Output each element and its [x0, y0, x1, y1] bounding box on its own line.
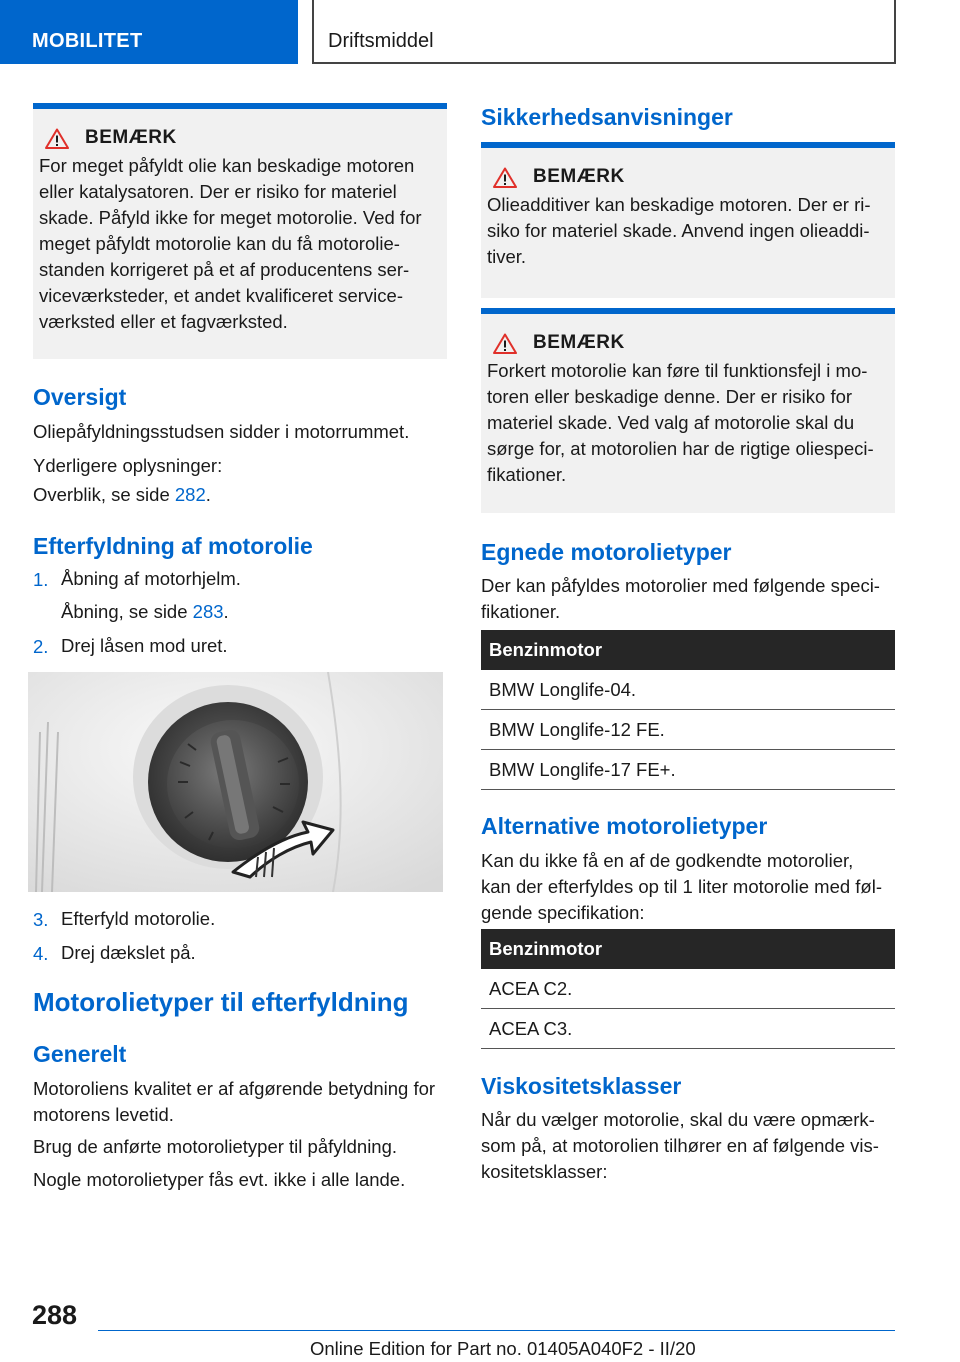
table-row: BMW Longlife-04. [481, 670, 895, 710]
step-subtext: Åbning, se side 283. [61, 601, 229, 622]
warning-triangle-icon [45, 128, 69, 149]
step-number: 3. [33, 909, 49, 930]
warning-triangle-icon [493, 333, 517, 354]
step-text: Drej låsen mod uret. [61, 635, 228, 656]
note-title: BEMÆRK [493, 166, 887, 188]
overview-line-3: Overblik, se side 282. [33, 484, 211, 505]
heading-oversigt: Oversigt [33, 384, 127, 410]
step-text: Efterfyld motorolie. [61, 908, 216, 929]
viscosity-text: Når du vælger motorolie, skal du være opmærk- som på, at motorolien tilhører en af følgende vis- kositetsklasser: [481, 1109, 879, 1182]
chapter-tab [312, 0, 896, 64]
table-row: BMW Longlife-12 FE. [481, 710, 895, 750]
general-line: Brug de anførte motorolietyper til påfyldning. [33, 1136, 398, 1157]
general-text: Motoroliens kvalitet er af afgørende betydning for motorens levetid. [33, 1078, 436, 1125]
table-row: ACEA C2. [481, 969, 895, 1009]
table-header: Benzinmotor [481, 929, 895, 969]
heading-viskositet: Viskositetsklasser [481, 1073, 682, 1099]
step-number: 2. [33, 636, 49, 657]
note-title: BEMÆRK [493, 332, 887, 354]
note-text: Forkert motorolie kan føre til funktionsfejl i mo- toren eller beskadige denne. Der er risiko for materiel skade. Ved valg af motorolie skal du sørge for, at motorolien har de rigtige oliespeci- fikationer. [487, 360, 874, 485]
general-line: Nogle motorolietyper fås evt. ikke i alle lande. [33, 1169, 406, 1190]
table-row: BMW Longlife-17 FE+. [481, 750, 895, 790]
section-title: MOBILITET [32, 30, 143, 52]
note-text: For meget påfyldt olie kan beskadige motoren eller katalysatoren. Der er risiko for materiel skade. Påfyld ikke for meget motorolie. Ved for meget påfyldt motorolie kan du få motorolie- standen korrigeret på et af producentens ser- viceværksteder, et andet kvalificeret service- værksted eller et fagværksted. [39, 155, 422, 332]
step-number: 1. [33, 569, 49, 590]
note-title: BEMÆRK [45, 127, 439, 149]
page-number: 288 [32, 1300, 78, 1330]
alternative-text: Kan du ikke få en af de godkendte motorolier, kan der efterfyldes op til 1 liter motorolie med føl- gende specifikation: [481, 850, 882, 923]
overview-line-1: Oliepåfyldningsstudsen sidder i motorrummet. [33, 421, 410, 442]
step-number: 4. [33, 943, 49, 964]
heading-generelt: Generelt [33, 1041, 127, 1067]
heading-egnede: Egnede motorolietyper [481, 539, 732, 565]
page-link-282[interactable]: 282 [174, 484, 206, 505]
heading-sikkerhed: Sikkerhedsanvisninger [481, 104, 733, 130]
warning-triangle-icon [493, 167, 517, 188]
overview-line-2: Yderligere oplysninger: [33, 455, 223, 476]
note-box-wrong-oil [481, 308, 895, 513]
page-link-283[interactable]: 283 [192, 601, 224, 622]
edition-text: Online Edition for Part no. 01405A040F2 - II/20 [310, 1338, 696, 1359]
spec-table-alternative [481, 929, 895, 1049]
spec-table-approved [481, 630, 895, 790]
table-header: Benzinmotor [481, 630, 895, 670]
heading-efterfyldning: Efterfyldning af motorolie [33, 533, 313, 559]
step-text: Drej dækslet på. [61, 942, 196, 963]
heading-motorolietyper: Motorolietyper til efterfyldning [33, 987, 409, 1017]
heading-alternative: Alternative motorolietyper [481, 813, 768, 839]
section-tab [0, 0, 298, 64]
note-box-additives [481, 142, 895, 298]
note-box-overfill [33, 103, 447, 359]
oil-cap-illustration [28, 672, 443, 892]
table-row: ACEA C3. [481, 1009, 895, 1049]
footer-divider [98, 1330, 895, 1331]
step-text: Åbning af motorhjelm. [61, 568, 241, 589]
suitable-text: Der kan påfyldes motorolier med følgende speci- fikationer. [481, 575, 880, 622]
chapter-title: Driftsmiddel [328, 30, 434, 52]
note-text: Olieadditiver kan beskadige motoren. Der er ri- siko for materiel skade. Anvend ingen olieaddi- tiver. [487, 194, 871, 267]
